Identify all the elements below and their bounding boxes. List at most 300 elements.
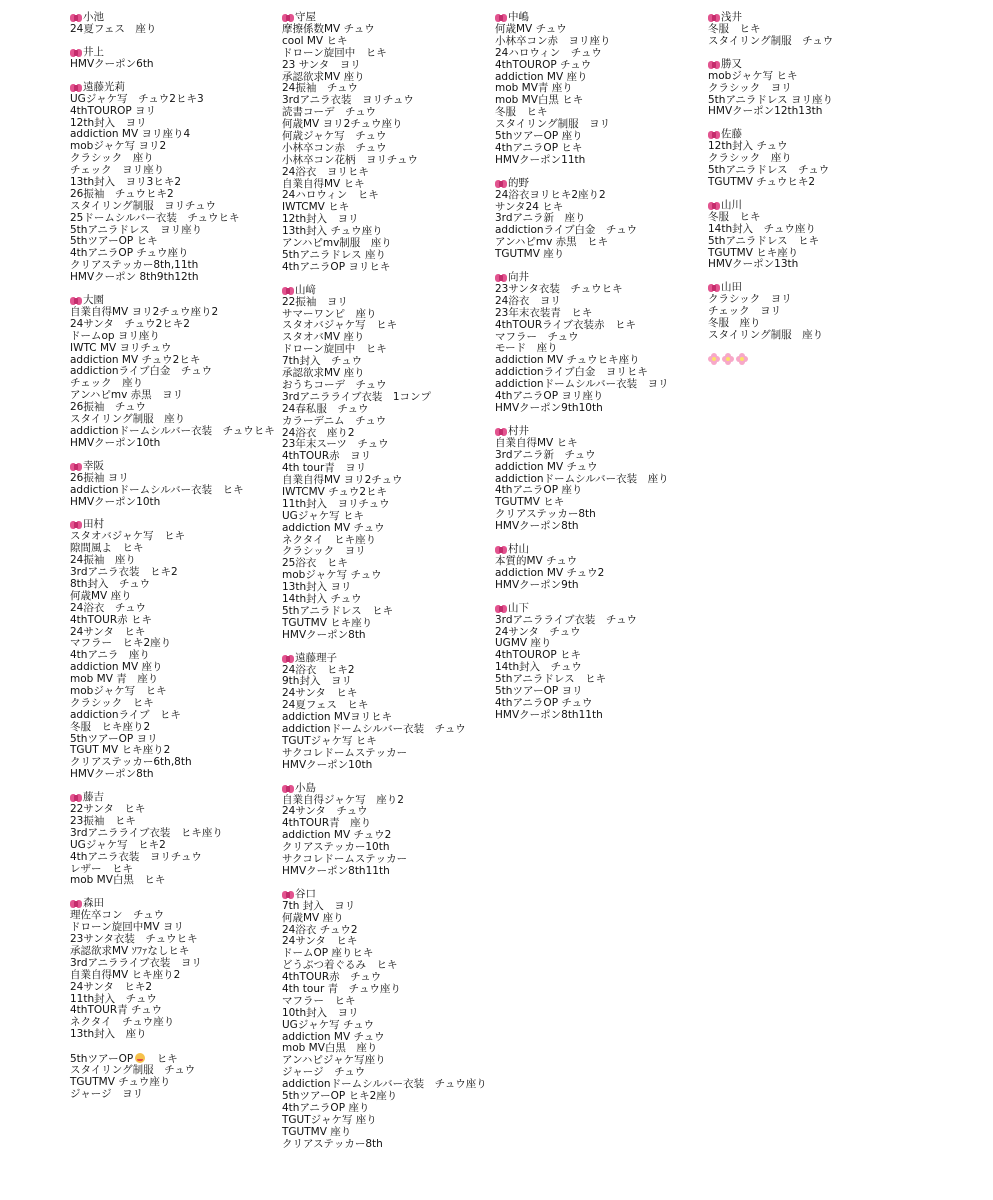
item-row: HMVクーポン13th [708,258,799,271]
member-group [282,889,487,1151]
item-row: 5thアニラドレス ヒキ [282,604,394,617]
ribbon-icon [70,48,82,58]
item-row: 24浴衣 ヨリヒキ [282,165,369,178]
member-group [495,603,669,722]
item-row: addiction MV チュウヒキ座り [495,354,640,367]
item-row: 4thアニラOP チュウ [495,696,593,709]
item-row: 26振袖 チュウヒキ2 [70,187,174,200]
item-row: 24サンタ チュウ2ヒキ2 [70,317,190,330]
item-row: addiction MV チュウ [495,460,598,473]
item-row: 24浴衣 ヒキ2 [282,663,355,676]
item-row: mob MV白黒 ヒキ [495,94,584,107]
member-name: 佐藤 [721,128,742,141]
item-row: 4thTOUR赤 ヨリ [282,450,372,463]
item-row: 5thアニラドレス 座り [282,248,386,261]
item-row: 自業自得MV ヒキ [495,436,578,449]
item-row: 23サンタ衣装 チュウヒキ [70,933,198,946]
item-row: 冬服 ヒキ [495,106,548,119]
member-name: 守屋 [295,11,316,24]
item-row: スタイリング制服 ヨリチュウ [70,199,217,212]
member-group [495,178,669,261]
item-row: アンハピmv 赤黒 ヨリ [70,389,184,402]
item-row: IWTCMV ヒキ [282,201,350,214]
member-name: 的野 [508,176,529,189]
member-name: 山田 [721,281,742,294]
item-row: IWTCMV チュウ2ヒキ [282,485,388,498]
item-row: どうぶつ着ぐるみ ヒキ [282,959,398,972]
item-row: 4thアニラ衣装 ヨリチュウ [70,850,202,863]
item-row: 冬服 ヒキ [708,210,761,223]
member-heading [495,603,669,615]
item-row: 4thTOUR赤 チュウ [282,971,382,984]
item-row: 24振袖 チュウ [282,82,359,95]
item-row: 24浴衣 座り2 [282,426,355,439]
item-row: addictionドームシルバー衣装 ヒキ [70,483,244,496]
member-group [708,12,833,48]
column-4-groups [708,12,833,342]
item-row: ドローン旋回中 ヒキ [282,343,387,356]
item-row: 14th封入 チュウ座り [708,222,816,235]
item-row: HMVクーポン6th [70,57,154,70]
item-row: ドローン旋回中MV ヨリ [70,921,184,934]
ribbon-icon [708,13,720,23]
item-row: 23年末スーツ チュウ [282,438,389,451]
item-row: 9th封入 ヨリ [282,675,352,688]
item-row: mobジャケ写 チュウ [282,569,382,582]
member-group [708,200,833,271]
cherry-blossom-icon [722,353,734,365]
item-row: addiction MV チュウ [282,1030,385,1043]
item-row: UGジャケ写 チュウ [282,1018,375,1031]
item-row: TGUTMV チュウ座り [70,1075,171,1088]
member-heading [282,653,487,665]
item-row: 3rdアニラ衣装 ヨリチュウ [282,94,414,107]
item-row: 10th封入 ヨリ [282,1006,359,1019]
member-group [495,544,669,592]
item-row: 4thTOUR赤 ヒキ [70,613,152,626]
item-row: アンハピmv制服 座り [282,237,392,250]
item-row: 7th 封入 ヨリ [282,899,356,912]
ribbon-icon [708,201,720,211]
item-row: クリアステッカー10th [282,841,390,854]
item-row: スタイリング制服 チュウ [70,1063,196,1076]
item-row: 4thアニラ 座り [70,649,150,662]
ribbon-icon [282,784,294,794]
member-group [282,285,487,642]
item-row: スタイリング制服 座り [70,413,186,426]
item-row: 承認欲求MV 座り [282,70,365,83]
member-name: 山下 [508,601,529,614]
item-row: モード 座り [495,342,558,355]
item-row: addiction MV チュウ2 [282,829,392,842]
item-row: ドームOP 座りヒキ [282,947,374,960]
item-row: 5thアニラドレス ヒキ [708,234,820,247]
item-row: 8th封入 チュウ [70,577,151,590]
item-row: HMVクーポン9th10th [495,401,603,414]
item-row: 冬服 座り [708,317,761,330]
item-row: チェック ヨリ [708,305,782,318]
member-name: 井上 [83,45,104,58]
item-row: HMVクーポン9th [495,578,579,591]
item-row: IWTC MV ヨリチュウ [70,341,172,354]
ribbon-icon [70,793,82,803]
member-group [708,129,833,189]
item-row: 13th封入 ヨリ [282,581,352,594]
item-row: HMVクーポン8th [282,628,366,641]
item-row: 本質的MV チュウ [495,554,578,567]
member-name: 遠藤光莉 [83,80,125,93]
item-row: addictionドームシルバー衣装 ヨリ [495,378,669,391]
item-row: 5thアニラドレス チュウ [708,164,830,177]
item-row: addiction MV チュウ [282,521,385,534]
member-name: 幸阪 [83,459,104,472]
item-row: TGUT MV ヒキ座り2 [70,744,171,757]
member-group [708,282,833,342]
item-row: UGジャケ写 ヒキ2 [70,838,166,851]
item-row: addictionドームシルバー衣装 チュウ [282,722,466,735]
item-row: ドームop ヨリ座り [70,329,160,342]
item-row: 4thアニラOP ヨリ座り [495,390,604,403]
item-row: mobジャケ写 ヒキ [708,69,798,82]
member-heading [282,285,487,297]
item-row: スタオバジャケ写 ヒキ [70,530,186,543]
item-row: ネクタイ チュウ座り [70,1016,175,1029]
item-row: ドローン旋回中 ヒキ [282,46,387,59]
item-row: 13th封入 チュウ座り [282,225,383,238]
item-row: クラシック 座り [70,152,154,165]
member-heading [70,461,275,473]
item-row: 11th封入 ヨリチュウ [282,497,390,510]
item-row: スタイリング制服 座り [708,329,824,342]
item-row: 自業自得MV ヒキ [282,177,365,190]
item-row: HMVクーポン10th [70,436,161,449]
item-row: mob MV青 座り [495,82,573,95]
item-row: おうちコーデ チュウ [282,378,387,391]
item-row: HMVクーポン10th [282,758,373,771]
member-name: 浅井 [721,11,742,24]
item-row: 24浴衣 チュウ2 [282,923,358,936]
item-row: 5thツアーOP ヨリ [495,684,583,697]
item-row: 22サンタ ヒキ [70,803,146,816]
item-row: TGUTMV ヒキ座り [282,616,373,629]
item-row: 5thアニラドレス ヒキ [495,673,607,686]
item-row: 13th封入 ヨリ3ヒキ2 [70,176,181,189]
item-row: 小林卒コン花柄 ヨリチュウ [282,153,418,166]
item-row: 12th封入 ヨリ [70,116,147,129]
item-row: 12th封入 ヨリ [282,213,359,226]
item-row: 4thTOURライブ衣装赤 ヒキ [495,318,636,331]
item-row: 24サンタ ヒキ [282,687,358,700]
item-row: UGMV 座り [495,637,552,650]
item-row: 23サンタ衣装 チュウヒキ [495,283,623,296]
item-row: mobジャケ写 ヨリ2 [70,140,167,153]
item-row: 3rdアニラ新 座り [495,212,586,225]
item-row: 3rdアニラライブ衣装 ヒキ座り [70,826,223,839]
item-row: カラーデニム チュウ [282,414,387,427]
item-row: TGUTMV 座り [495,248,565,261]
item-row: addictionドームシルバー衣装 座り [495,472,669,485]
item-row: TGUTジャケ写 ヒキ [282,734,377,747]
member-group [70,12,275,36]
member-heading [282,783,487,795]
item-row: 3rdアニラ衣装 ヒキ2 [70,566,178,579]
item-row: スタオバジャケ写 ヒキ [282,319,398,332]
item-row: 25浴衣 ヒキ [282,557,348,570]
item-row: 12th封入 チュウ [708,140,788,153]
item-row: addiction MVヨリヒキ [282,711,393,724]
item-row: 4th tour青 ヨリ [282,462,367,475]
member-group [495,426,669,533]
item-row: addictionライブ白金 ヨリヒキ [495,366,648,379]
item-row: マフラー ヒキ2座り [70,637,172,650]
item-row: 4thアニラOP チュウ座り [70,247,189,260]
item-row: 読書コーデ チュウ [282,106,377,119]
ribbon-icon [282,654,294,664]
item-row: HMVクーポン8th [70,768,154,781]
member-name: 山川 [721,198,742,211]
item-row: 自業自得MV ヨリ2チュウ [282,474,403,487]
item-row: 14th封入 チュウ [495,661,582,674]
member-group [70,898,275,1100]
item-row: スタオバMV 座り [282,331,365,344]
item-row: 5thツアーOP ヨリ [70,732,158,745]
item-row: レザー ヒキ [70,862,133,875]
item-row: TGUTMV 座り [282,1125,352,1138]
item-row: HMVクーポン10th [70,495,161,508]
ribbon-icon [495,13,507,23]
item-row: 24サンタ チュウ [282,805,368,818]
item-row: 5thツアーOP ヒキ2座り [282,1090,398,1103]
item-row: ネクタイ ヒキ座り [282,533,377,546]
ribbon-icon [708,130,720,140]
item-row: ジャージ チュウ [282,1066,366,1079]
cherry-blossom-icon [736,353,748,365]
member-name: 中嶋 [508,11,529,24]
item-row: 3rdアニラライブ衣装 ヨリ [70,956,202,969]
item-row: addiction MV チュウ2 [495,566,605,579]
item-row: クリアステッカー8th [282,1137,383,1150]
item-row: チェック 座り [70,377,144,390]
member-name: 森田 [83,897,104,910]
member-group [70,461,275,509]
item-row: 4thTOUR青 座り [282,817,372,830]
ribbon-icon [495,604,507,614]
item-row: 何歳MV 座り [282,911,344,924]
item-row: UGジャケ写 チュウ2ヒキ3 [70,92,204,105]
item-row: 24浴衣 ヨリ [495,294,561,307]
item-row: 23年末衣装青 ヒキ [495,306,593,319]
item-row: アンハピmv 赤黒 ヒキ [495,236,609,249]
member-group [282,12,487,274]
item-row: クラシック ヨリ [282,545,366,558]
item-row: 24浴衣ヨリヒキ2座り2 [495,188,606,201]
item-row: サマーワンピ 座り [282,307,377,320]
member-name: 谷口 [295,887,316,900]
member-name: 向井 [508,271,529,284]
member-name: 勝又 [721,57,742,70]
item-row: 22振袖 ヨリ [282,295,348,308]
item-row: 26振袖 ヨリ [70,471,129,484]
item-row: 24夏フェス ヒキ [282,699,369,712]
member-group [495,272,669,415]
ribbon-icon [70,462,82,472]
member-heading [70,82,275,94]
item-row: 小林卒コン赤 ヨリ座り [495,34,611,47]
ribbon-icon [70,296,82,306]
item-row: 24サンタ チュウ [495,625,581,638]
member-name: 大園 [83,294,104,307]
member-group [70,519,275,781]
item-row: 3rdアニラライブ衣装 チュウ [495,613,638,626]
column-3 [495,12,669,733]
item-row: HMVクーポン8th11th [495,708,603,721]
item-row: 4th tour 青 チュウ座り [282,983,401,996]
ribbon-icon [708,283,720,293]
item-row: 何歳MV ヨリ2チュウ座り [282,118,403,131]
item-row: 何歳MV 座り [70,589,132,602]
item-row: 小林卒コン赤 チュウ [282,141,387,154]
item-row: 7th封入 チュウ [282,355,363,368]
member-name: 遠藤理子 [295,651,337,664]
item-row: クラシック 座り [708,152,792,165]
item-row: 23振袖 ヒキ [70,814,136,827]
item-row: マフラー ヒキ [282,994,356,1007]
item-row: クラシック ヨリ [708,293,792,306]
item-row: 14th封入 チュウ [282,592,362,605]
item-row: HMVクーポン8th [495,520,579,533]
item-row: TGUTMV チュウヒキ2 [708,176,816,189]
item-row: 摩擦係数MV チュウ [282,23,375,35]
member-group [282,653,487,772]
item-row: 23 サンタ ヨリ [282,58,361,71]
item-row: 5thツアーOP ヒキ [70,235,158,248]
item-row: 25ドームシルバー衣装 チュウヒキ [70,211,240,224]
item-row: 4thTOUROP チュウ [495,58,592,71]
column-1 [70,12,275,1112]
item-row: サンタ24 ヒキ [495,200,564,213]
item-row: 4thTOUR青 チュウ [70,1004,163,1017]
item-row: 24サンタ ヒキ [282,935,358,948]
item-row: 承認欲求MV 座り [282,367,365,380]
member-name: 山﨑 [295,283,316,296]
ribbon-icon [70,520,82,530]
member-heading [282,889,487,901]
item-row: 4thアニラOP 座り [282,1101,370,1114]
item-row: addiction MV チュウ2ヒキ [70,353,201,366]
member-heading [495,178,669,190]
item-row [70,1041,275,1053]
member-group [70,792,275,887]
flower-decoration [708,353,833,365]
item-row: 4thアニラOP ヨリヒキ [282,260,391,273]
member-name: 藤吉 [83,791,104,804]
item-row: UGジャケ写 ヒキ [282,509,364,522]
item-row: 4thTOUROP ヨリ [70,104,157,117]
member-heading [708,59,833,71]
item-row: 24サンタ ヒキ [70,625,146,638]
item-row: 自業自得ジャケ写 座り2 [282,793,404,806]
item-row: HMVクーポン 8th9th12th [70,271,199,284]
item-row: 自業自得MV ヨリ2チュウ座り2 [70,306,219,319]
member-name: 田村 [83,518,104,531]
ribbon-icon [70,13,82,23]
member-name: 小島 [295,781,316,794]
ribbon-icon [70,899,82,909]
item-row: 26振袖 チュウ [70,401,147,414]
item-row: 4thアニラOP ヒキ [495,141,583,154]
item-row: 24サンタ ヒキ2 [70,980,153,993]
column-2 [282,12,487,1161]
ribbon-icon [708,60,720,70]
member-group [495,12,669,167]
item-row: サクコレドームステッカー [282,746,408,759]
member-group [70,82,275,284]
item-row: mobジャケ写 ヒキ [70,684,167,697]
item-row: 承認欲求MV ｿﾌｧなしヒキ [70,945,190,957]
member-group [70,295,275,450]
member-group [282,783,487,878]
item-row: 5thアニラドレス ヨリ座り [708,93,833,106]
item-row: addiction MV ヨリ座り4 [70,128,191,141]
item-row: 何歳MV チュウ [495,23,567,35]
item-row: addictionドームシルバー衣装 チュウヒキ [70,424,275,437]
item-row: HMVクーポン11th [495,153,586,166]
item-row: 隙間風よ ヒキ [70,542,144,555]
cherry-blossom-icon [708,353,720,365]
item-row: HMVクーポン8th11th [282,864,390,877]
item-row: mob MV 青 座り [70,673,159,686]
member-name: 村井 [508,424,529,437]
item-row: スタイリング制服 チュウ [708,34,834,47]
member-group [708,59,833,119]
item-row: mob MV白黒 ヒキ [70,874,166,887]
item-row: 3rdアニラライブ衣装 1コンプ [282,390,432,403]
item-row: 24浴衣 チュウ [70,601,147,614]
ribbon-icon [282,286,294,296]
ribbon-icon [495,427,507,437]
item-row: クリアステッカー6th,8th [70,756,192,769]
item-row: addictionドームシルバー衣装 チュウ座り [282,1078,487,1091]
item-row: 5thアニラドレス ヨリ座り [70,223,203,236]
item-row: クラシック ヒキ [70,696,154,709]
ribbon-icon [282,13,294,23]
item-row: クリアステッカー8th,11th [70,259,199,272]
ribbon-icon [70,83,82,93]
ribbon-icon [495,273,507,283]
item-row: クラシック ヨリ [708,81,792,94]
item-row: 5thツアーOP 座り [495,130,583,143]
ribbon-icon [495,179,507,189]
item-row: 冬服 ヒキ [708,23,761,35]
item-row: 24夏フェス 座り [70,23,157,35]
item-row: TGUTジャケ写 座り [282,1113,377,1126]
item-row: 3rdアニラ新 チュウ [495,448,596,461]
item-row: 自業自得MV ヒキ座り2 [70,968,181,981]
item-row: マフラー チュウ [495,330,579,343]
member-name: 小池 [83,11,104,24]
column-4 [708,12,833,365]
item-row: mob MV白黒 座り [282,1042,378,1055]
item-row: cool MV ヒキ [282,34,348,47]
item-row: 24春私服 チュウ [282,402,369,415]
item-row: TGUTMV ヒキ [495,496,565,509]
item-row: addiction MV 座り [495,70,588,83]
item-row: TGUTMV ヒキ座り [708,246,799,259]
item-row: 冬服 ヒキ座り2 [70,720,151,733]
smile-emoji-icon [134,1053,146,1063]
item-row: 11th封入 チュウ [70,992,157,1005]
item-row: addiction MV 座り [70,661,163,674]
